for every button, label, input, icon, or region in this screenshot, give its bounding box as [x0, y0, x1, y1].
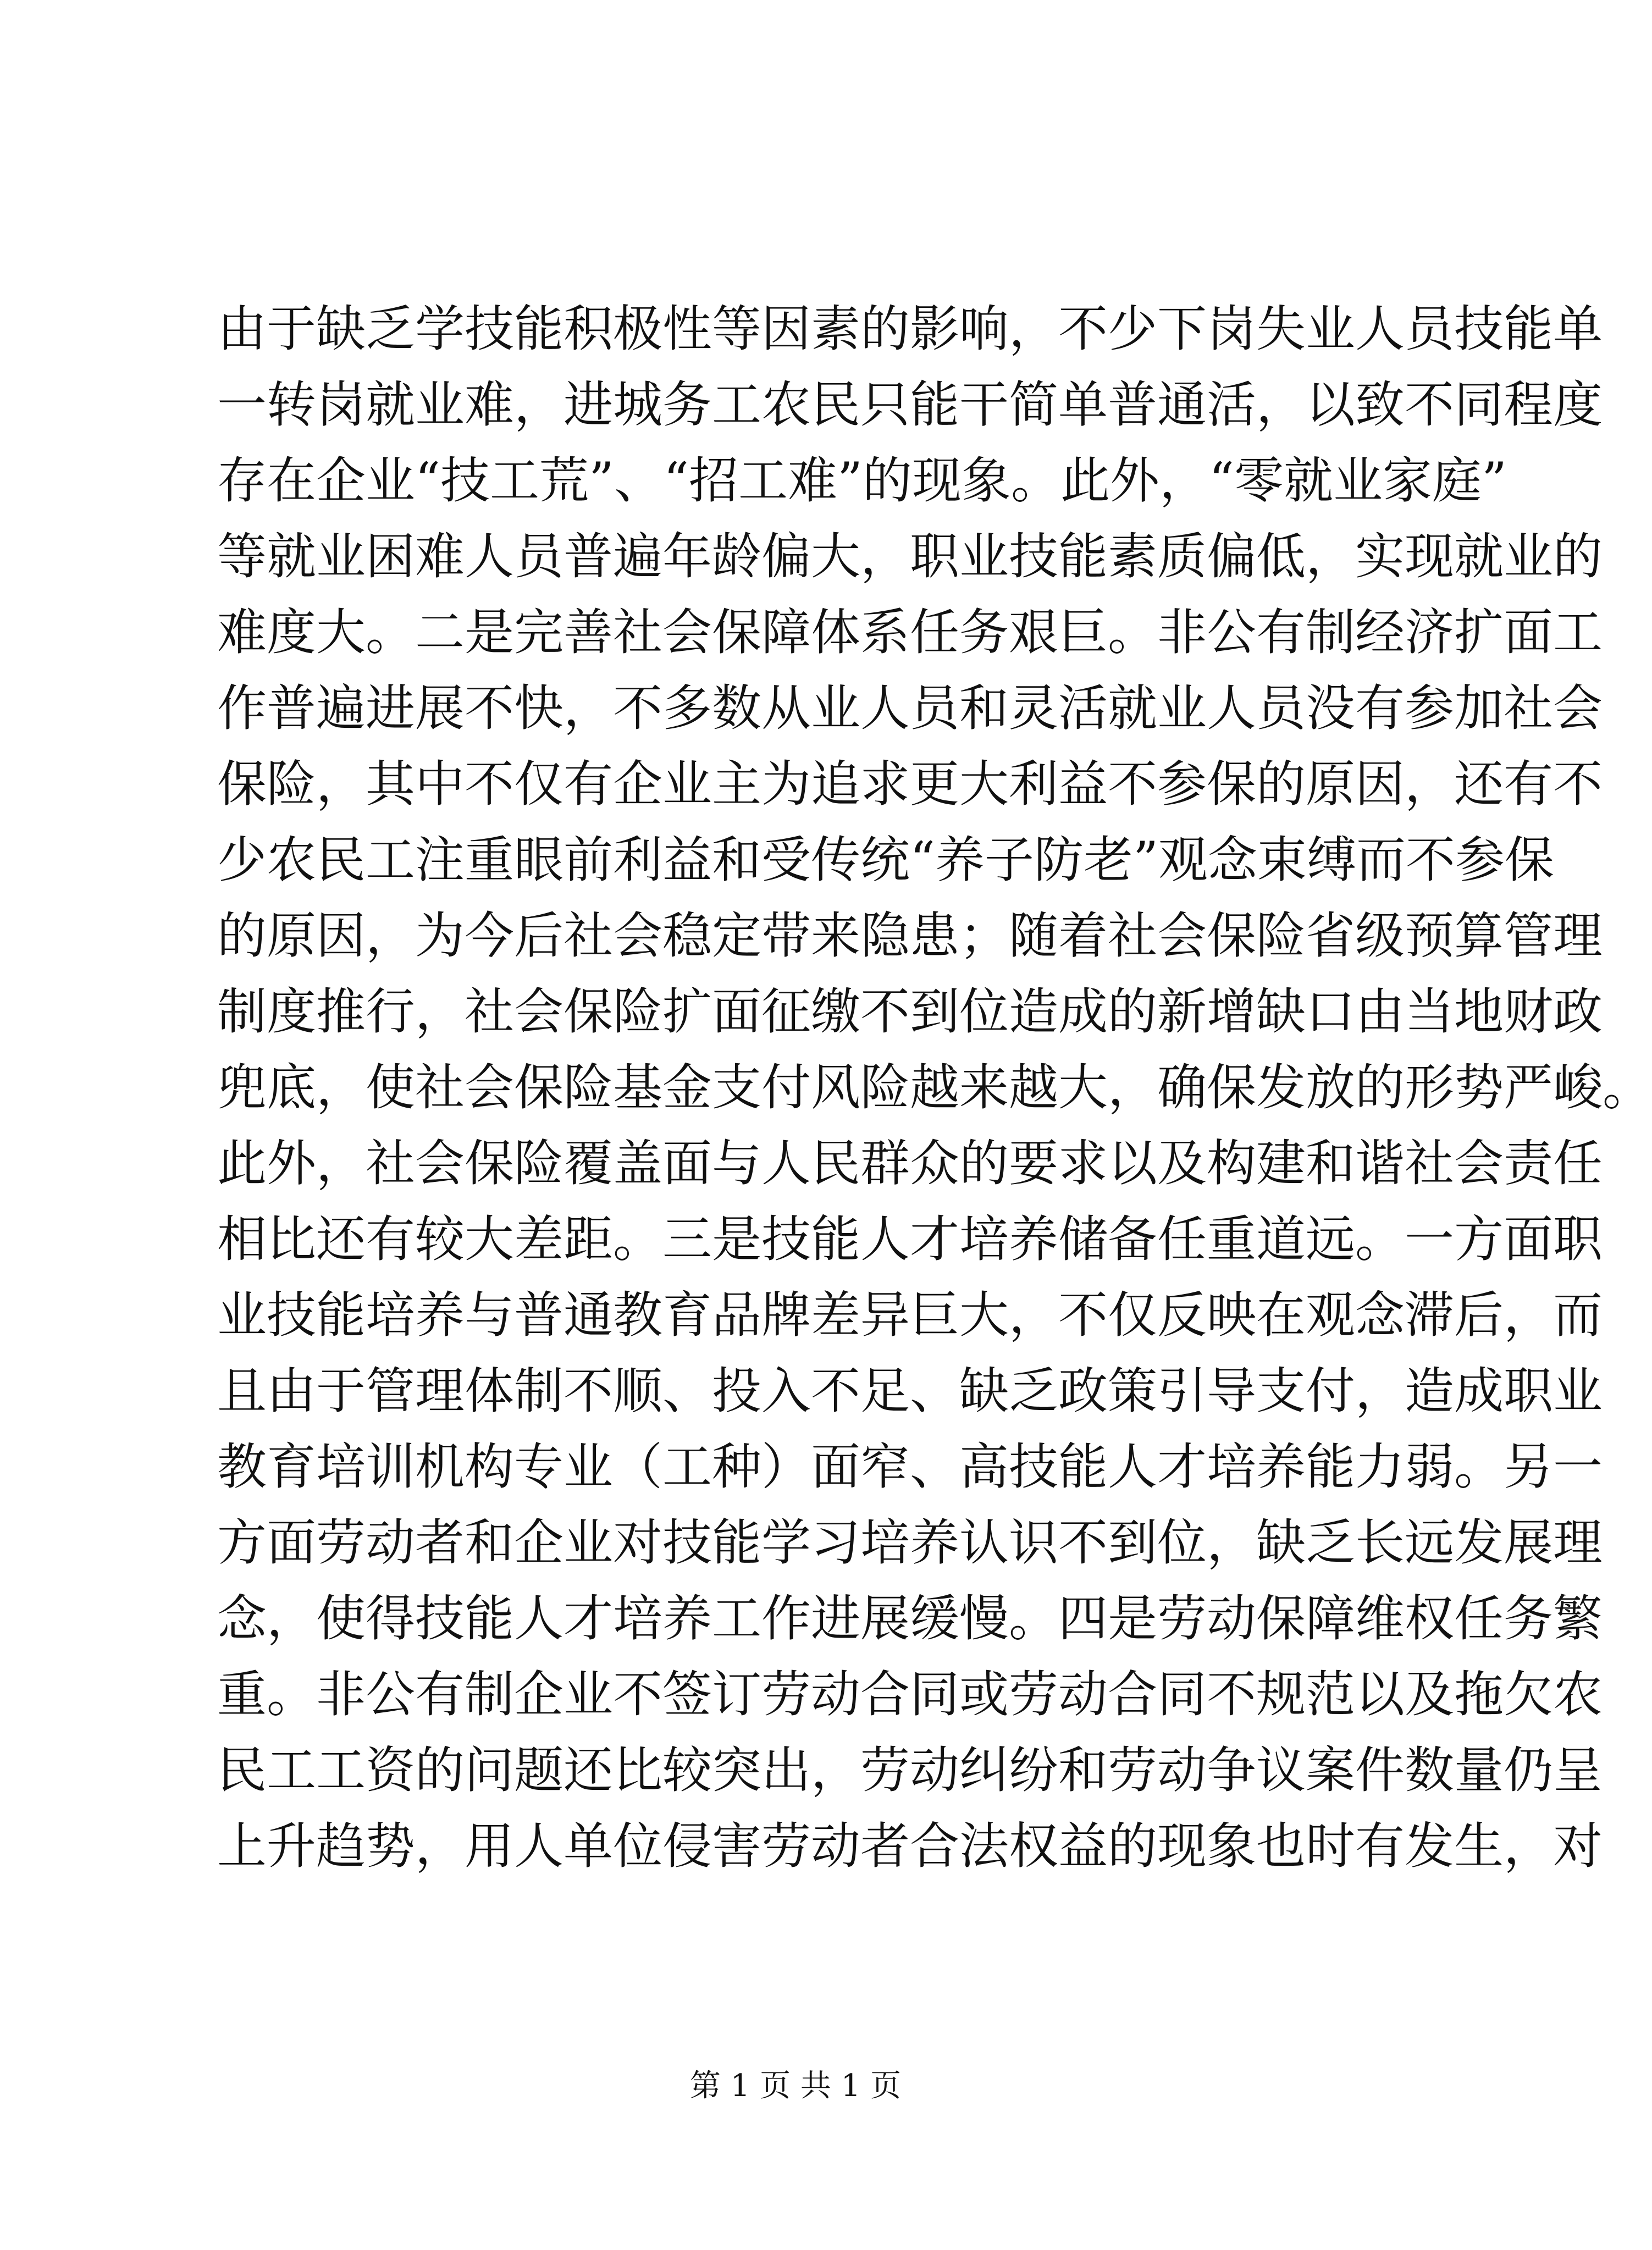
text-line-11: 兜底，使社会保险基金支付风险越来越大，确保发放的形势严峻。 [217, 1059, 1652, 1116]
page-footer [0, 2064, 1591, 2108]
text-line-4: 等就业困难人员普遍年龄偏大，职业技能素质偏低，实现就业的 [217, 528, 1603, 585]
text-line-12: 此外，社会保险覆盖面与人民群众的要求以及构建和谐社会责任 [217, 1135, 1603, 1192]
text-line-20: 民工工资的问题还比较突出，劳动纠纷和劳动争议案件数量仍呈 [217, 1742, 1603, 1799]
text-line-10: 制度推行，社会保险扩面征缴不到位造成的新增缺口由当地财政 [217, 983, 1603, 1041]
text-line-16: 教育培训机构专业（工种）面窄、高技能人才培养能力弱。另一 [217, 1438, 1603, 1496]
text-line-19: 重。非公有制企业不签订劳动合同或劳动合同不规范以及拖欠农 [217, 1666, 1603, 1723]
text-line-5: 难度大。二是完善社会保障体系任务艰巨。非公有制经济扩面工 [217, 604, 1603, 661]
page-number-label: 第 1 页 共 1 页 [689, 2068, 902, 2104]
text-line-18: 念，使得技能人才培养工作进展缓慢。四是劳动保障维权任务繁 [217, 1590, 1603, 1648]
text-line-21: 上升趋势，用人单位侵害劳动者合法权益的现象也时有发生，对 [217, 1817, 1603, 1875]
text-line-7: 保险，其中不仅有企业主为追求更大利益不参保的原因，还有不 [217, 755, 1603, 813]
text-line-13: 相比还有较大差距。三是技能人才培养储备任重道远。一方面职 [217, 1210, 1603, 1268]
text-line-9: 的原因，为今后社会稳定带来隐患；随着社会保险省级预算管理 [217, 907, 1603, 965]
text-line-17: 方面劳动者和企业对技能学习培养认识不到位，缺乏长远发展理 [217, 1514, 1603, 1572]
text-line-15: 且由于管理体制不顺、投入不足、缺乏政策引导支付，造成职业 [217, 1362, 1603, 1420]
text-line-1: 由于缺乏学技能积极性等因素的影响，不少下岗失业人员技能单 [217, 300, 1603, 358]
body-text [217, 291, 1652, 1884]
text-line-14: 业技能培养与普通教育品牌差异巨大，不仅反映在观念滞后，而 [217, 1286, 1603, 1344]
text-line-6: 作普遍进展不快，不多数从业人员和灵活就业人员没有参加社会 [217, 679, 1603, 737]
text-line-8: 少农民工注重眼前利益和受传统“养子防老”观念束缚而不参保 [217, 831, 1555, 889]
text-line-3: 存在企业“技工荒”、“招工难”的现象。此外，“零就业家庭” [217, 452, 1507, 510]
text-line-2: 一转岗就业难，进城务工农民只能干简单普通活，以致不同程度 [217, 376, 1603, 434]
